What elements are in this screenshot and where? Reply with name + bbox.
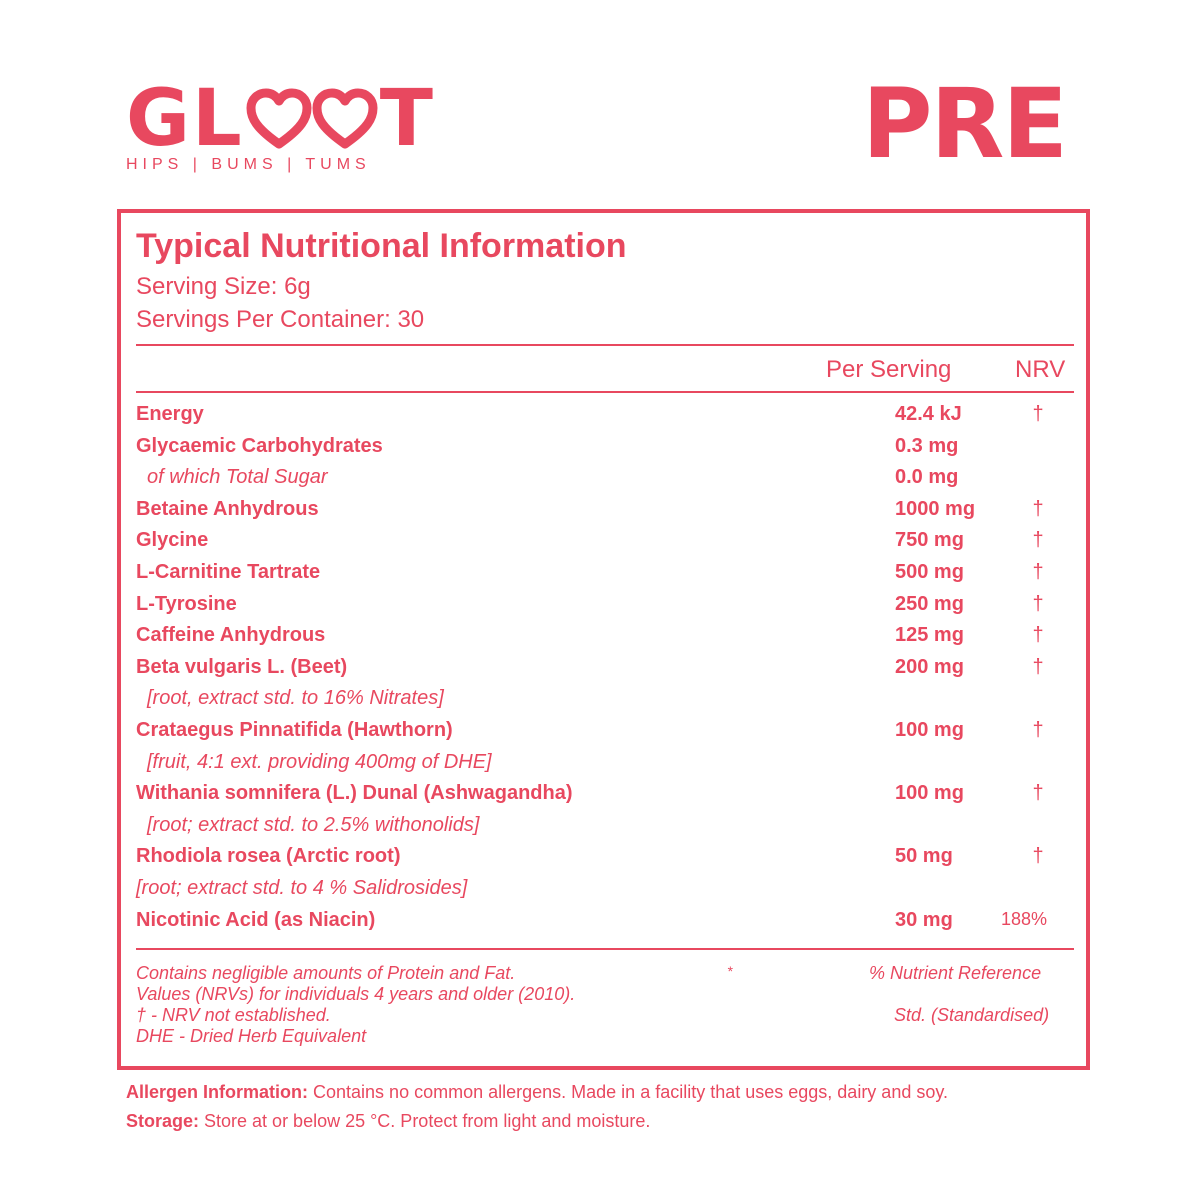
nutrient-name: [fruit, 4:1 ext. providing 400mg of DHE] [147,750,492,773]
nutrient-nrv: † [1032,403,1044,425]
nutrient-row [136,751,1074,782]
nutrient-name: Glycaemic Carbohydrates [136,434,383,457]
nutrient-amount: 200 mg [895,655,964,678]
servings-per-container: Servings Per Container: 30 [136,306,425,333]
brand-logo [126,74,435,164]
nutrient-nrv: † [1032,497,1044,520]
nutrient-amount: 125 mg [895,624,964,647]
nutrient-name: [root; extract std. to 2.5% withonolids] [147,813,480,836]
nutrient-nrv: † [1032,655,1044,678]
logo-suffix: T [379,74,435,164]
footnote-line: † - NRV not established. [136,1005,331,1025]
nutrient-row [136,687,1074,718]
nutrient-row [136,403,1074,434]
nutrient-row [136,624,1074,655]
nutrient-amount: 0.0 mg [895,466,959,489]
nutrient-row [136,593,1074,624]
col-per-serving: Per Serving [826,356,952,383]
nutrient-nrv: † [1032,624,1044,647]
nutrient-name: Withania somnifera (L.) Dunal (Ashwagandha) [136,782,573,805]
nutrient-amount: 250 mg [895,592,964,615]
serving-size: Serving Size: 6g [136,273,311,300]
allergen-info [126,1082,948,1103]
footnote-line: Values (NRVs) for individuals 4 years and older (2010). [136,984,576,1004]
heart-icons [246,88,378,150]
nutrient-row [136,498,1074,529]
nutrient-amount: 42.4 kJ [895,403,962,425]
footnote-asterisk: * [727,963,733,979]
nutrient-row [136,435,1074,466]
nutrition-panel [117,209,1090,1070]
logo-prefix: GL [126,74,244,164]
panel-title: Typical Nutritional Information [136,227,627,265]
nutrient-amount: 50 mg [895,845,953,868]
nutrient-row [136,529,1074,560]
nutrient-nrv: † [1032,592,1044,615]
nutrient-row [136,845,1074,876]
allergen-text: Contains no common allergens. Made in a facility that uses eggs, dairy and soy. [308,1082,949,1102]
nutrient-row [136,877,1074,908]
nutrient-amount: 100 mg [895,719,964,741]
nutrient-name: Energy [136,403,204,425]
product-name: PRE [862,68,1066,180]
nutrient-name: Rhodiola rosea (Arctic root) [136,845,401,868]
nutrient-name: Glycine [136,529,209,552]
nutrient-name: Beta vulgaris L. (Beet) [136,655,348,678]
divider [136,948,1074,950]
nutrient-nrv: † [1032,529,1044,552]
nutrient-amount: 500 mg [895,561,964,583]
storage-info [126,1111,650,1132]
footnotes [136,963,575,1047]
nutrient-name: L-Tyrosine [136,592,237,615]
nutrient-amount: 30 mg [895,908,953,931]
footnote-std-definition: Std. (Standardised) [894,1005,1050,1025]
nutrient-nrv: 188% [1000,908,1048,929]
brand-tagline: HIPS | BUMS | TUMS [126,156,371,173]
footnote-line: DHE - Dried Herb Equivalent [136,1026,367,1046]
allergen-label: Allergen Information: [126,1082,309,1102]
divider [136,391,1074,393]
nutrient-nrv: † [1032,782,1044,805]
nutrient-name: L-Carnitine Tartrate [136,561,321,583]
nutrient-name: [root; extract std. to 4 % Salidrosides] [136,877,468,899]
nutrient-row [136,909,1074,940]
nutrient-name: Caffeine Anhydrous [136,624,326,647]
nutrient-row [136,719,1074,750]
storage-label: Storage: [126,1111,200,1131]
footnote-line: Contains negligible amounts of Protein and Fat. [136,963,516,983]
storage-text: Store at or below 25 °C. Protect from light and moisture. [199,1111,651,1131]
nutrient-nrv: † [1032,845,1044,868]
footnote-nrv-definition: % Nutrient Reference [869,963,1042,983]
heart-icon [312,88,378,150]
nutrient-nrv: † [1032,561,1044,583]
nutrient-row [136,561,1074,592]
nutrient-row [136,656,1074,687]
nutrient-nrv: † [1032,719,1044,741]
col-nrv: NRV [1015,356,1066,383]
nutrient-name: Nicotinic Acid (as Niacin) [136,908,376,931]
heart-icon [246,88,312,150]
nutrient-row [136,782,1074,813]
nutrient-name: of which Total Sugar [147,466,328,489]
nutrient-name: Betaine Anhydrous [136,497,319,520]
nutrient-amount: 1000 mg [895,497,976,520]
divider [136,344,1074,346]
nutrient-name: [root, extract std. to 16% Nitrates] [147,687,444,710]
nutrient-row [136,466,1074,497]
nutrient-amount: 750 mg [895,529,964,552]
nutrient-row [136,814,1074,845]
nutrient-amount: 100 mg [895,782,964,805]
nutrient-amount: 0.3 mg [895,434,959,457]
nutrient-name: Crataegus Pinnatifida (Hawthorn) [136,719,453,741]
